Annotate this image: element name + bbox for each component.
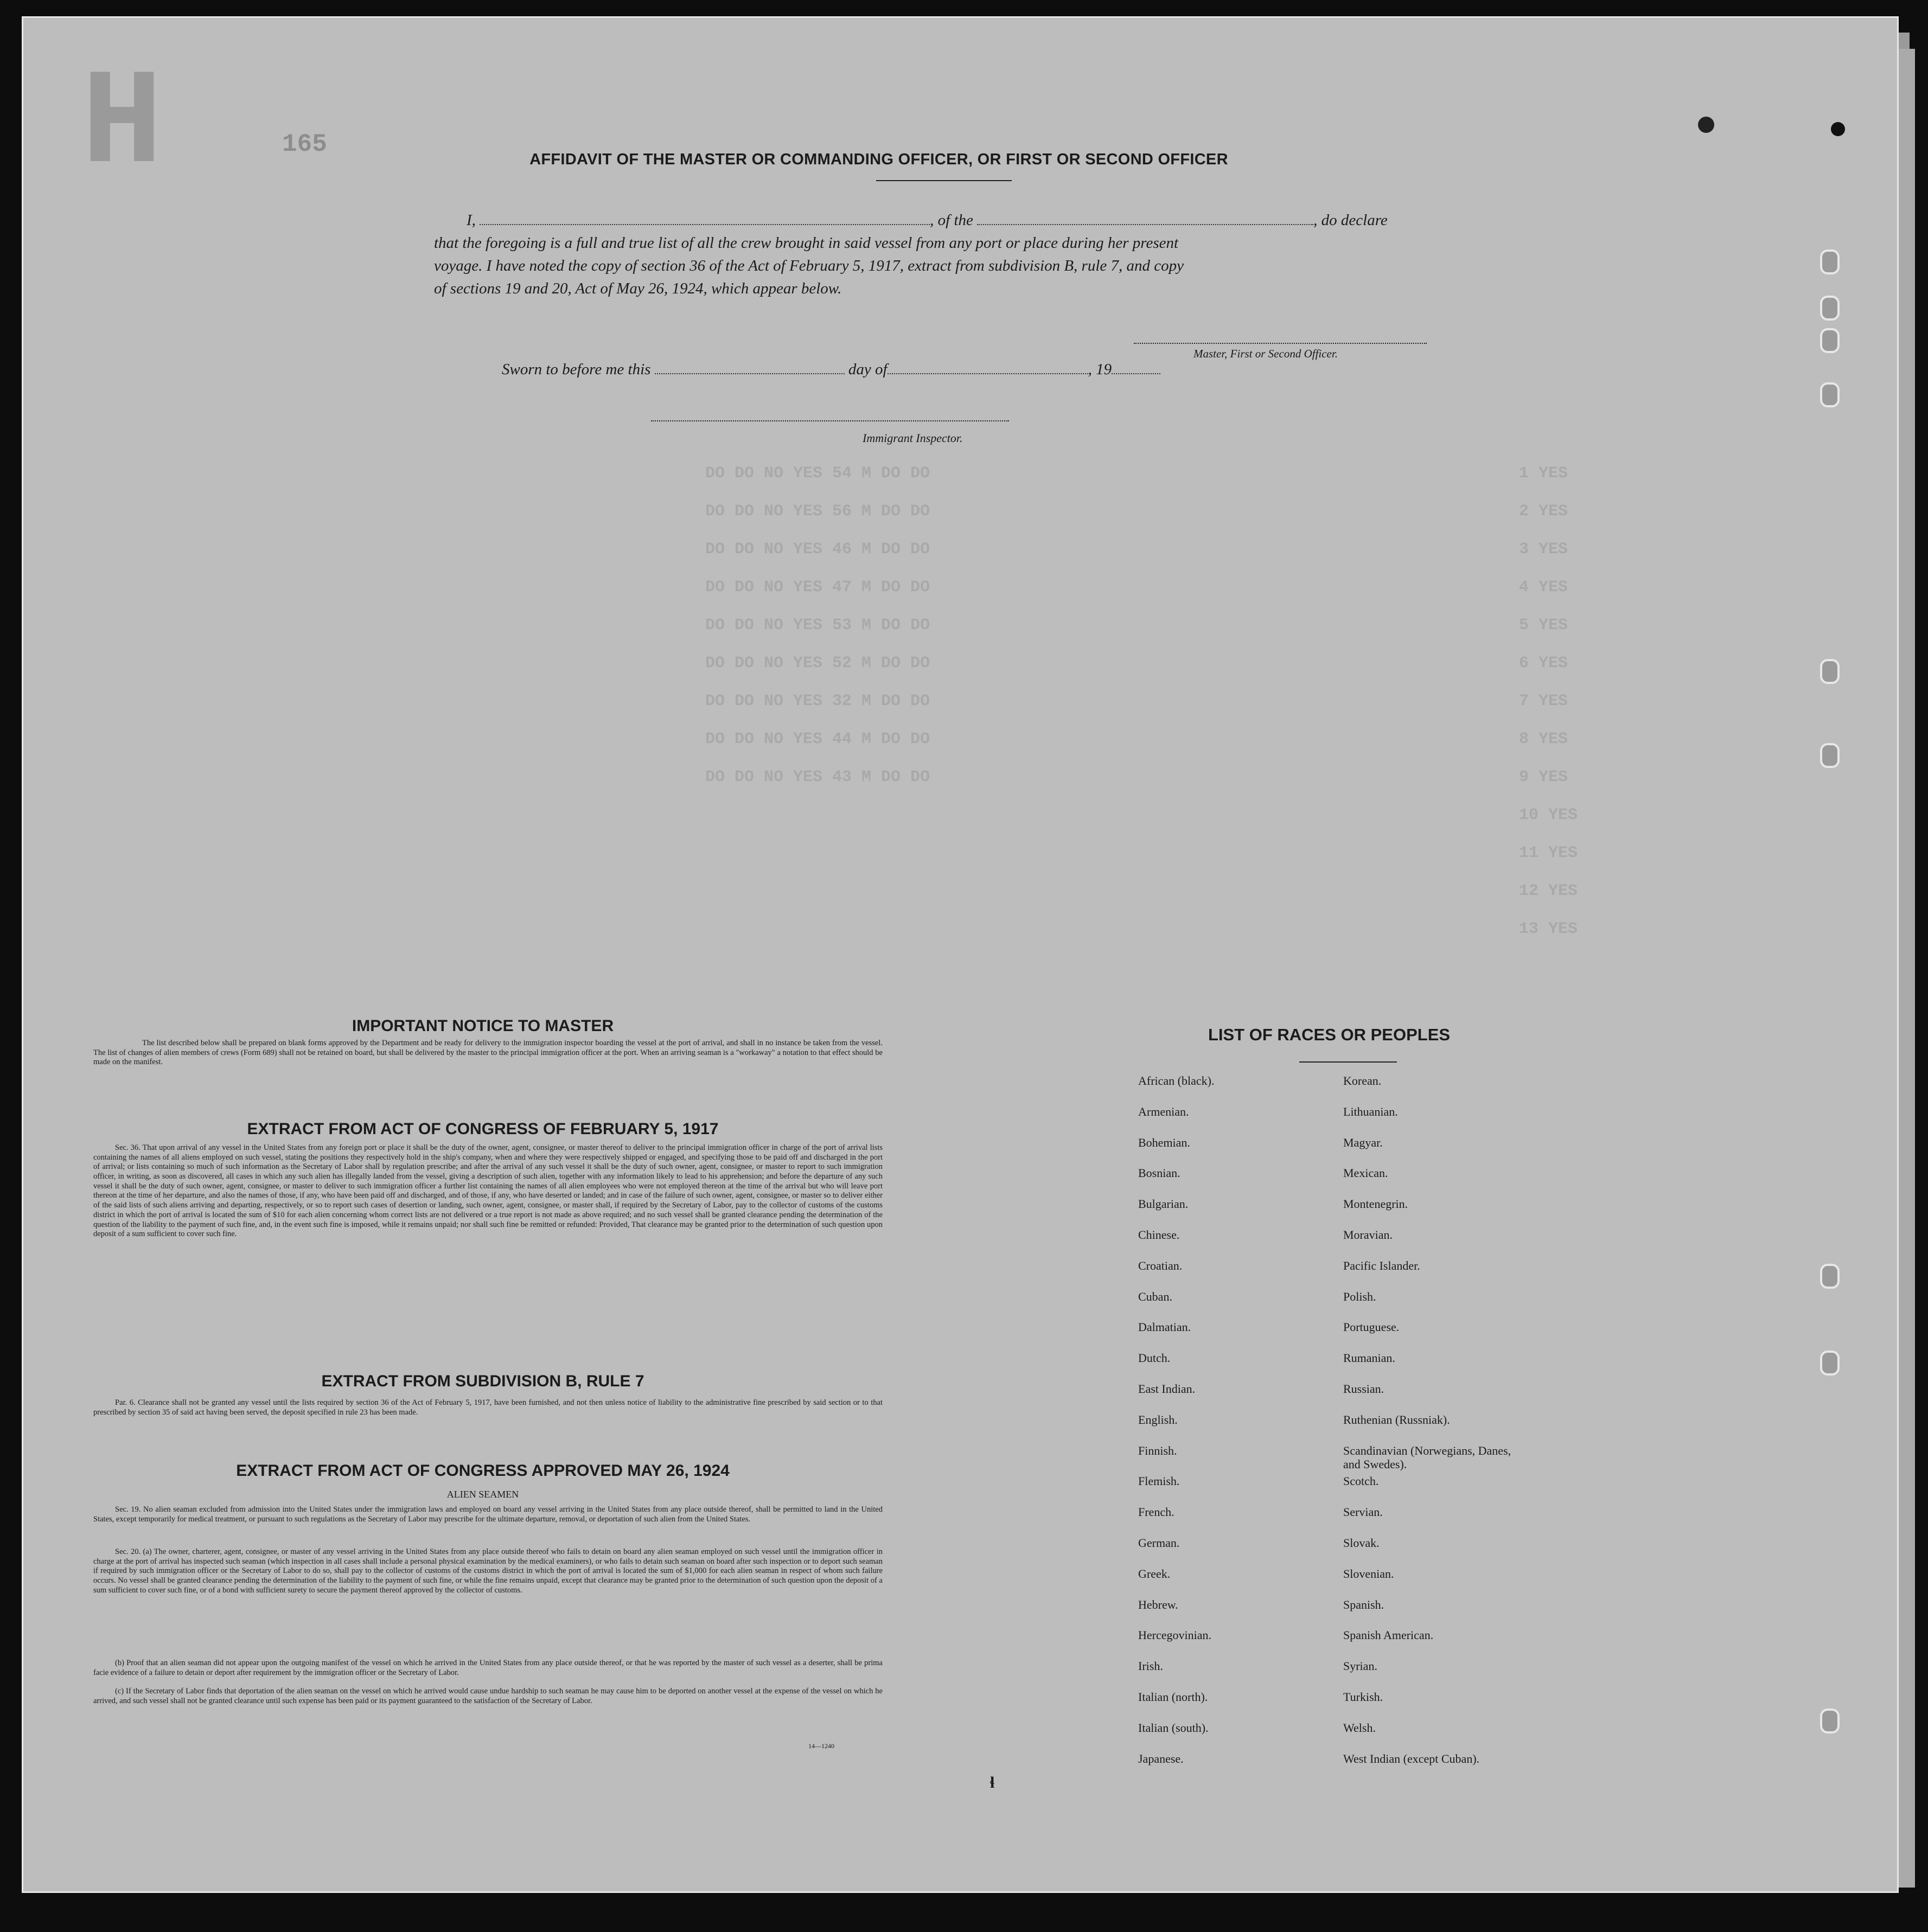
race-item: Flemish. bbox=[1138, 1474, 1180, 1488]
affidavit-declare: , do declare bbox=[1313, 212, 1388, 229]
bleed-through-manifest bbox=[54, 445, 1790, 1096]
race-item: Chinese. bbox=[1138, 1228, 1180, 1242]
race-item: Scotch. bbox=[1343, 1474, 1379, 1488]
svg-text:DO DO NO YES 32 M: DO DO NO YES 32 M DO DO bbox=[705, 692, 930, 711]
svg-text:DO DO NO YES 46 M: DO DO NO YES 46 M DO DO bbox=[705, 540, 930, 559]
binder-hole bbox=[1820, 250, 1840, 274]
races-rule bbox=[1299, 1061, 1397, 1063]
race-item: Irish. bbox=[1138, 1659, 1163, 1673]
race-item: Magyar. bbox=[1343, 1135, 1383, 1149]
svg-text:DO DO NO YES 52 M: DO DO NO YES 52 M DO DO bbox=[705, 654, 930, 673]
svg-text:DO DO NO YES 56 M: DO DO NO YES 56 M DO DO bbox=[705, 502, 930, 521]
form-code: 14—1240 bbox=[808, 1742, 834, 1750]
extract-1924-subtitle: ALIEN SEAMEN bbox=[446, 1489, 519, 1500]
svg-text:DO DO NO YES 43 M: DO DO NO YES 43 M DO DO bbox=[705, 768, 930, 786]
race-item: Italian (south). bbox=[1138, 1720, 1209, 1735]
binder-hole bbox=[1820, 382, 1840, 407]
sworn-line bbox=[502, 361, 1160, 379]
binder-hole bbox=[1820, 328, 1840, 353]
binder-hole bbox=[1820, 1709, 1840, 1733]
extract-1924-sec20c: (c) If the Secretary of Labor finds that deportation of the alien seaman on the vessel on which he arrived would cause undue hardship to such seaman he may cause him to be deported on another vessel at the expense of the vessel on which he arrived, and such vessel shall not be granted clearance until such expense has been paid or its payment guaranteed to the satisfaction of the Secretary of Labor. bbox=[93, 1687, 883, 1705]
extract-1924-title: EXTRACT FROM ACT OF CONGRESS APPROVED MAY 26, 1924 bbox=[236, 1462, 730, 1480]
race-item: Welsh. bbox=[1343, 1720, 1376, 1735]
svg-text:13 YES: 13 YES bbox=[1519, 920, 1578, 938]
svg-text:12 YES: 12 YES bbox=[1519, 882, 1578, 900]
race-item: Moravian. bbox=[1343, 1228, 1393, 1242]
binder-hole bbox=[1820, 296, 1840, 321]
svg-text:1 YES: 1 YES bbox=[1519, 464, 1568, 483]
svg-text:11 YES: 11 YES bbox=[1519, 844, 1578, 862]
race-item: Italian (north). bbox=[1138, 1690, 1208, 1704]
svg-text:2 YES: 2 YES bbox=[1519, 502, 1568, 521]
race-item: Japanese. bbox=[1138, 1751, 1184, 1765]
race-item: African (black). bbox=[1138, 1074, 1215, 1087]
race-item: Greek. bbox=[1138, 1566, 1171, 1581]
race-item: Spanish. bbox=[1343, 1597, 1384, 1611]
binder-hole bbox=[1820, 659, 1840, 684]
race-item: Servian. bbox=[1343, 1505, 1383, 1519]
race-item: West Indian (except Cuban). bbox=[1343, 1751, 1480, 1765]
race-item: Montenegrin. bbox=[1343, 1197, 1408, 1211]
sworn-day-field[interactable] bbox=[655, 373, 845, 374]
sworn-day-of: day of bbox=[848, 361, 888, 378]
extract-rule7-body: Par. 6. Clearance shall not be granted any vessel until the lists required by section 36 of the Act of February 5, 1917, have been furnished, and not then unless notice of liability to the administrative fine prescribed by said section or to that prescribed by section 35 of said act having been served, the deposit specified in rule 23 has been made. bbox=[93, 1398, 883, 1417]
svg-text:DO DO NO YES 53 M: DO DO NO YES 53 M DO DO bbox=[705, 616, 930, 635]
signature-line[interactable] bbox=[1134, 343, 1427, 344]
race-item: Armenian. bbox=[1138, 1104, 1189, 1118]
race-item: Lithuanian. bbox=[1343, 1104, 1398, 1118]
sworn-month-field[interactable] bbox=[888, 373, 1088, 374]
extract-1917-title: EXTRACT FROM ACT OF CONGRESS OF FEBRUARY 5, 1917 bbox=[247, 1120, 719, 1138]
race-item: German. bbox=[1138, 1536, 1180, 1550]
affidavit-line-1 bbox=[467, 212, 1552, 229]
race-item: Finnish. bbox=[1138, 1443, 1177, 1457]
notice-body: The list described below shall be prepared on blank forms approved by the Department and be ready for delivery to the immigration inspector boarding the vessel at the port of arrival, and shall in no instance be taken from the vessel. The list of changes of alien members of crews (Form 689) shall not be retained on board, but shall be delivered by the master to the principal immigration officer at the port. When an arriving seaman is a "workaway" a notation to that effect should be made on the manifest. bbox=[93, 1039, 883, 1067]
race-item: Slovenian. bbox=[1343, 1566, 1394, 1581]
race-item: Scandinavian (Norwegians, Danes, and Swedes). bbox=[1343, 1443, 1511, 1471]
race-item: Korean. bbox=[1343, 1074, 1382, 1087]
notice-title: IMPORTANT NOTICE TO MASTER bbox=[352, 1017, 614, 1035]
svg-text:8 YES: 8 YES bbox=[1519, 730, 1568, 749]
inspector-caption: Immigrant Inspector. bbox=[863, 431, 963, 445]
title-rule bbox=[876, 180, 1012, 181]
svg-text:5 YES: 5 YES bbox=[1519, 616, 1568, 635]
race-item: Dutch. bbox=[1138, 1351, 1171, 1365]
race-item: Spanish American. bbox=[1343, 1628, 1434, 1642]
extract-1924-sec20b: (b) Proof that an alien seaman did not appear upon the outgoing manifest of the vessel on which he arrived in the United States from any place outside thereof, or that he was reported by the master of such vessel as a deserter, shall be prima facie evidence of a failure to detain or deport after requirement by the immigration officer or the Secretary of Labor. bbox=[93, 1659, 883, 1677]
svg-text:DO DO NO YES 47 M: DO DO NO YES 47 M DO DO bbox=[705, 578, 930, 597]
race-item: English. bbox=[1138, 1412, 1178, 1426]
race-item: Cuban. bbox=[1138, 1289, 1172, 1303]
race-item: Hercegovinian. bbox=[1138, 1628, 1211, 1642]
vessel-name-field[interactable] bbox=[977, 224, 1313, 225]
affidavit-line-2: that the foregoing is a full and true list of all the crew brought in said vessel from any port or place during her present bbox=[434, 234, 1179, 252]
inspector-signature-line[interactable] bbox=[651, 420, 1009, 421]
punch-mark bbox=[1698, 117, 1714, 133]
ink-mark: ɬ bbox=[990, 1774, 995, 1792]
race-item: Bohemian. bbox=[1138, 1135, 1190, 1149]
race-item: Portuguese. bbox=[1343, 1320, 1400, 1334]
race-item: Russian. bbox=[1343, 1382, 1384, 1396]
binder-hole bbox=[1820, 1351, 1840, 1376]
signature-caption: Master, First or Second Officer. bbox=[1193, 347, 1338, 360]
binder-hole bbox=[1820, 1264, 1840, 1289]
affidavit-i: I, bbox=[467, 212, 476, 229]
race-item: Croatian. bbox=[1138, 1258, 1183, 1272]
svg-text:3 YES: 3 YES bbox=[1519, 540, 1568, 559]
svg-text:DO DO NO YES 44 M: DO DO NO YES 44 M DO DO bbox=[705, 730, 930, 749]
races-title: LIST OF RACES OR PEOPLES bbox=[1208, 1025, 1451, 1044]
extract-rule7-title: EXTRACT FROM SUBDIVISION B, RULE 7 bbox=[321, 1372, 644, 1390]
officer-name-field[interactable] bbox=[480, 224, 930, 225]
race-item: Hebrew. bbox=[1138, 1597, 1178, 1611]
punch-mark bbox=[1831, 122, 1845, 136]
race-item: Polish. bbox=[1343, 1289, 1376, 1303]
svg-text:10 YES: 10 YES bbox=[1519, 806, 1578, 824]
affidavit-of-the: , of the bbox=[930, 212, 973, 229]
race-item: Turkish. bbox=[1343, 1690, 1383, 1704]
svg-text:4 YES: 4 YES bbox=[1519, 578, 1568, 597]
binder-hole bbox=[1820, 743, 1840, 768]
extract-1924-sec20a: Sec. 20. (a) The owner, charterer, agent, consignee, or master of any vessel arriving in the United States from any place outside thereof who fails to detain on board any alien seaman employed on such vessel until the immigration officer in charge at the port of arrival has inspected such seaman (which inspection in all cases shall include a personal physical examination by the medical examiners), or who fails to detain such seaman on board after such inspection or to deport such seaman if required by such immigration officer or the Secretary of Labor to do so, shall pay to the collector of customs of the customs district in which the port of arrival is located the sum of $1,000 for each alien seaman in respect of whom such failure occurs. No vessel shall be granted clearance pending the determination of the liability to the payment of such fine, or while the fine remains unpaid, except that clearance may be granted prior to the determination of such question upon the deposit of a sum sufficient to cover such fine, or of a bond with sufficient surety to secure the payment thereof approved by the collector of customs. bbox=[93, 1547, 883, 1595]
race-item: Ruthenian (Russniak). bbox=[1343, 1412, 1450, 1426]
affidavit-line-4: of sections 19 and 20, Act of May 26, 1924, which appear below. bbox=[434, 280, 842, 297]
sworn-year-prefix: , 19 bbox=[1088, 361, 1112, 378]
race-item: Rumanian. bbox=[1343, 1351, 1395, 1365]
sworn-year-field[interactable] bbox=[1112, 373, 1160, 374]
bleed-through-letter: H bbox=[81, 49, 163, 202]
race-item: Dalmatian. bbox=[1138, 1320, 1191, 1334]
svg-text:7 YES: 7 YES bbox=[1519, 692, 1568, 711]
race-item: Bulgarian. bbox=[1138, 1197, 1189, 1211]
page-number-ghost: 165 bbox=[282, 130, 327, 158]
race-item: Mexican. bbox=[1343, 1166, 1388, 1180]
race-item: Pacific Islander. bbox=[1343, 1258, 1420, 1272]
affidavit-title: AFFIDAVIT OF THE MASTER OR COMMANDING OFFICER, OR FIRST OR SECOND OFFICER bbox=[529, 151, 1228, 168]
race-item: French. bbox=[1138, 1505, 1174, 1519]
race-item: Slovak. bbox=[1343, 1536, 1380, 1550]
svg-text:9 YES: 9 YES bbox=[1519, 768, 1568, 786]
extract-1917-body: Sec. 36. That upon arrival of any vessel in the United States from any foreign port or place it shall be the duty of the owner, agent, consignee, or master thereof to deliver to the principal immigration officer in charge of the port of arrival lists containing the names of all aliens employed on such vessel, stating the positions they respectively hold in the ship's company, when and where they were respectively shipped or engaged, and specifying those to be paid off and discharged in the port of arrival; or lists containing so much of such information as the Secretary of Labor shall by regulation prescribe; and after the arrival of any such vessel it shall be the duty of such owner, agent, consignee, or master to report to such immigration officer, in writing, as soon as discovered, all cases in which any such alien has illegally landed from the vessel, giving a description of such alien, together with any information likely to lead to his apprehension; and before the departure of any such vessel it shall be the duty of such owner, agent, consignee, or master to deliver to such immigration officer a further list containing the names of all alien employees who were not employed thereon at the time of the arrival but who will leave port thereon at the time of her departure, and also the names of those, if any, who have been paid off and discharged, and of those, if any, who have deserted or landed; and in case of the failure of such owner, agent, consignee, or master so to deliver either of the said lists of such aliens arriving and departing, respectively, or so to report such cases of desertion or landing, such owner, agent, consignee, or master shall, if required by the Secretary of Labor, pay to the collector of customs of the customs district in which the port of arrival is located the sum of $10 for each alien concerning whom correct lists are not delivered or a true report is not made as above required; and no such vessel shall be granted clearance pending the determination of the question of the liability to the payment of such fine, and, in the event such fine is imposed, while it remains unpaid; nor shall such fine be remitted or refunded: Provided, That clearance may be granted prior to the determination of such question upon deposit of a sum sufficient to cover such fine. bbox=[93, 1143, 883, 1239]
svg-text:6 YES: 6 YES bbox=[1519, 654, 1568, 673]
race-item: Bosnian. bbox=[1138, 1166, 1180, 1180]
extract-1924-sec19: Sec. 19. No alien seaman excluded from admission into the United States under the immigration laws and employed on board any vessel arriving in the United States from any place outside thereof, shall be permitted to land in the United States, except temporarily for medical treatment, or pursuant to such regulations as the Secretary of Labor may prescribe for the ultimate departure, removal, or deportation of such alien from the United States. bbox=[93, 1505, 883, 1524]
sworn-prefix: Sworn to before me this bbox=[502, 361, 651, 378]
svg-text:DO DO NO YES 54 M: DO DO NO YES 54 M DO DO bbox=[705, 464, 930, 483]
affidavit-line-3: voyage. I have noted the copy of section 36 of the Act of February 5, 1917, extract from subdivision B, rule 7, and copy bbox=[434, 257, 1184, 274]
race-item: Syrian. bbox=[1343, 1659, 1377, 1673]
race-item: East Indian. bbox=[1138, 1382, 1196, 1396]
